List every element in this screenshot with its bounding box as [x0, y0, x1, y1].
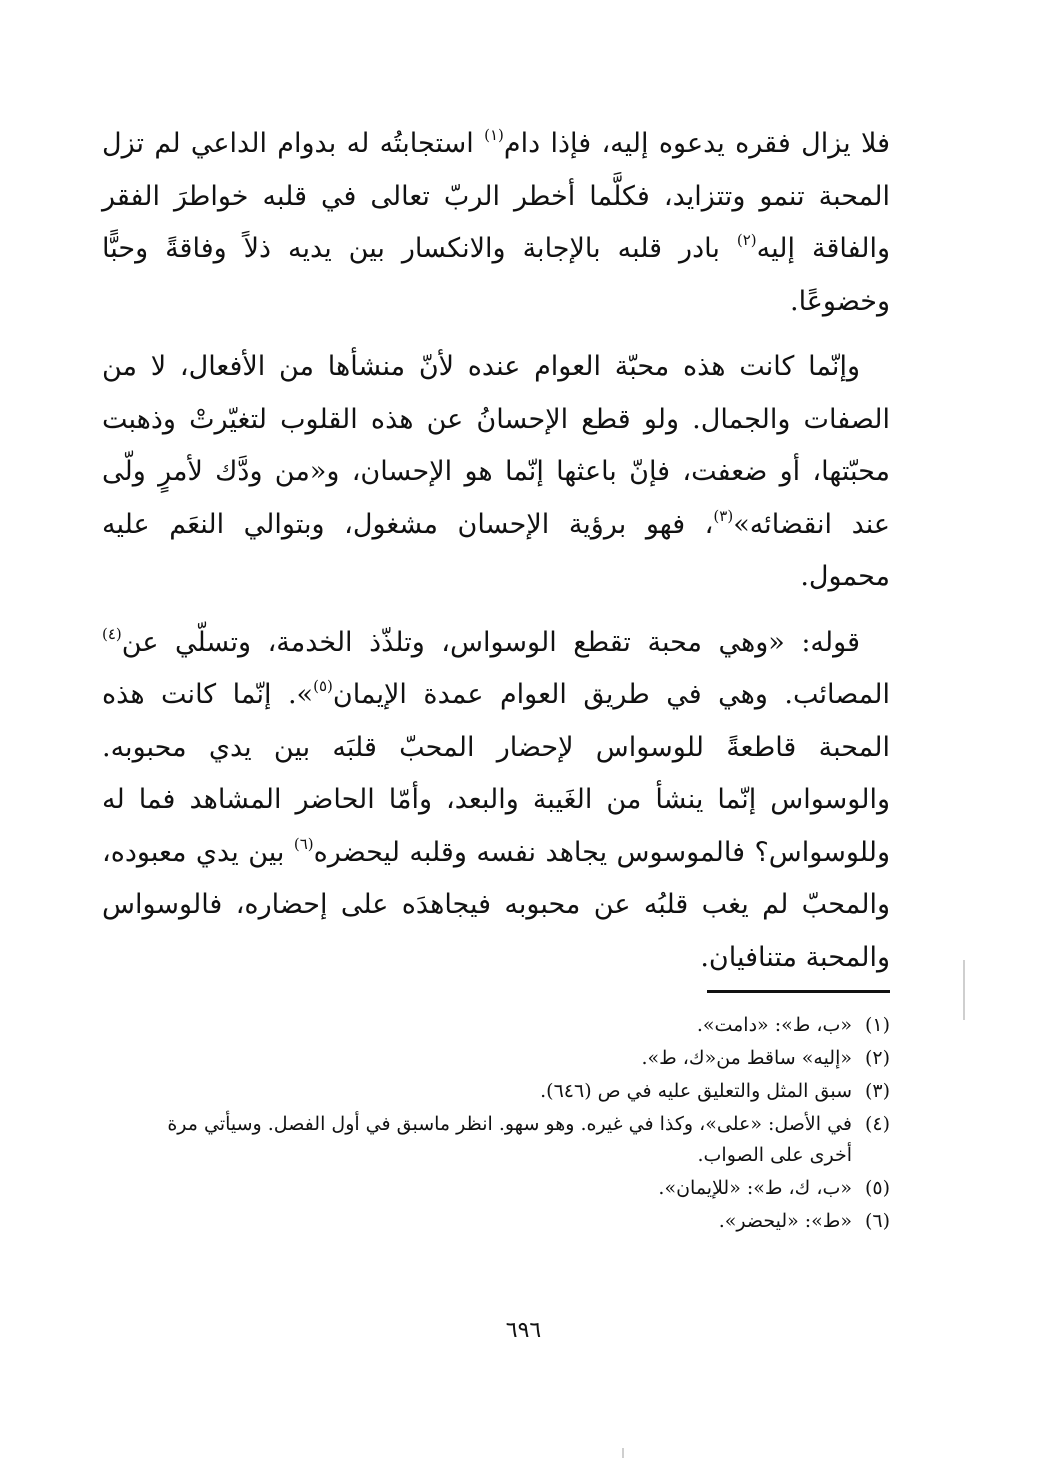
footnote-text: «إليه» ساقط من«ك، ط». [641, 1047, 852, 1069]
footnote-number: (٥) [864, 1177, 890, 1199]
paragraph [102, 341, 890, 604]
footnote-ref[interactable]: (٤) [102, 624, 122, 643]
footnote-ref[interactable]: (٥) [313, 677, 333, 695]
footnote-number: (٣) [864, 1080, 890, 1102]
paragraph [102, 118, 890, 328]
text-segment: ». إنّما كانت هذه المحبة قاطعةً للوسواس لإحضار المحبّ قلبَه بين يدي محبوبه. والوسواس إنّما ينشأ من الغَيبة والبعد، وأمّا الحاضر المشاهد فما له وللوسواس؟ فالموسوس يجاهد نفسه وقلبه ليحضره [102, 679, 890, 868]
footnote-text: سبق المثل والتعليق عليه في ص (٦٤٦). [540, 1080, 852, 1102]
footnote [150, 1206, 890, 1237]
text-segment: المصائب. وهي في طريق العوام عمدة الإيمان [332, 679, 890, 710]
footnote-number: (٤) [864, 1113, 890, 1135]
footnote-text: «ب، ط»: «دامت». [696, 1014, 852, 1036]
text-segment: بين يدي معبوده، والمحبّ لم يغب قلبُه عن محبوبه فيجاهدَه على إحضاره، فالوسواس والمحبة متنافيان. [102, 836, 890, 973]
page-number: ٦٩٦ [505, 1318, 542, 1343]
footnote-separator [707, 990, 890, 993]
footnote-text: في الأصل: «على»، وكذا في غيره. وهو سهو. انظر ماسبق في أول الفصل. وسيأتي مرة أخرى على الصواب. [167, 1113, 852, 1166]
footnote-number: (١) [864, 1014, 890, 1036]
footnotes [150, 1010, 890, 1239]
footnote-number: (٦) [864, 1210, 890, 1232]
paragraph [102, 617, 890, 985]
footnote [150, 1010, 890, 1041]
footnote-text: «ب، ك، ط»: «للإيمان». [658, 1177, 852, 1199]
text-segment: استجابتُه له بدوام الداعي لم تزل المحبة تنمو وتتزايد، فكلَّما أخطر الربّ تعالى في قلبه خواطرَ الفقر والفاقة إليه [102, 128, 891, 264]
footnote-text: «ط»: «ليحضر». [718, 1210, 852, 1232]
text-segment: بادر قلبه بالإجابة والانكسار بين يديه ذلاً وفاقةً وحبًّا وخضوعًا. [102, 233, 890, 317]
footnote-ref[interactable]: (٦) [293, 834, 314, 853]
footnote-ref[interactable]: (٢) [736, 231, 757, 249]
footnote [150, 1109, 890, 1171]
footnote-ref[interactable]: (١) [484, 126, 504, 144]
text-segment: فلا يزال فقره يدعوه إليه، فإذا دام [503, 128, 890, 159]
text-segment: ، فهو برؤية الإحسان مشغول، وبتوالي النعَم عليه محمول. [102, 508, 890, 592]
text-segment: قوله: «وهي محبة تقطع الوسواس، وتلذّذ الخدمة، وتسلّي عن [121, 626, 860, 658]
scan-artifact [622, 1448, 624, 1458]
footnote [150, 1076, 890, 1107]
footnote [150, 1173, 890, 1204]
footnote-number: (٢) [864, 1047, 890, 1069]
scan-artifact [963, 960, 965, 1020]
text-segment: وإنّما كانت هذه محبّة العوام عنده لأنّ منشأها من الأفعال، لا من الصفات والجمال. ولو قطع الإحسانُ عن هذه القلوب لتغيّرتْ وذهبت محبّتها، أو ضعفت، فإنّ باعثها إنّما هو الإحسان، و«من ودَّك لأمرٍ ولّى عند انقضائه» [102, 351, 891, 540]
footnote-ref[interactable]: (٣) [713, 506, 734, 525]
main-text [102, 118, 890, 984]
footnote [150, 1043, 890, 1074]
